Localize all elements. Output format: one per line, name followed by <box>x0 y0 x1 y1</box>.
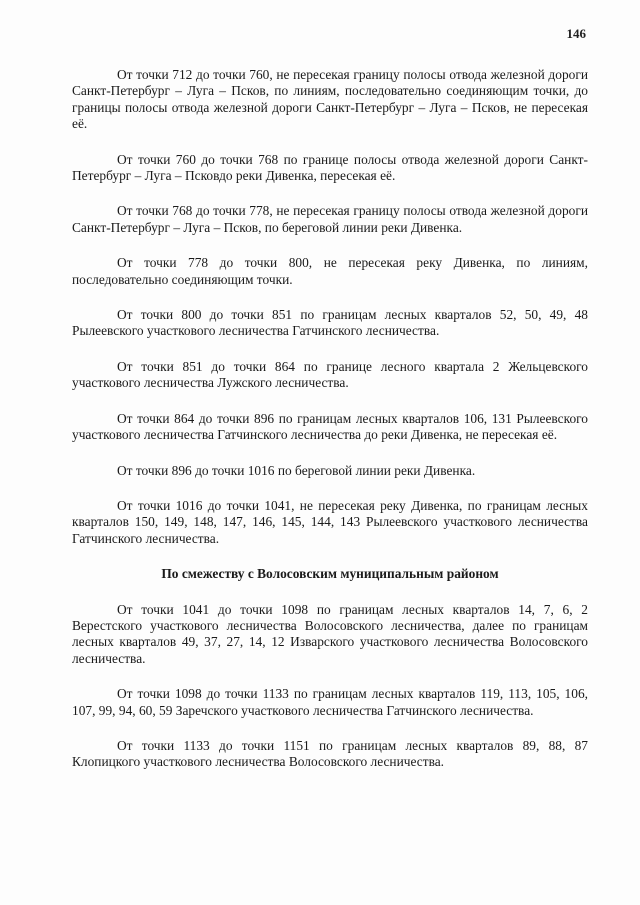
document-body <box>72 67 588 790</box>
page-number: 146 <box>566 26 586 41</box>
paragraph: От точки 1098 до точки 1133 по границам лесных кварталов 119, 113, 105, 106, 107, 99, 94, 60, 59 Заречского участкового лесничества Гатчинского лесничества. <box>72 686 588 718</box>
paragraph: От точки 760 до точки 768 по границе полосы отвода железной дороги Санкт-Петербург – Луга – Псковдо реки Дивенка, пересекая её. <box>72 151 588 184</box>
paragraph: От точки 1133 до точки 1151 по границам лесных кварталов 89, 88, 87 Клопицкого участкового лесничества Волосовского лесничества. <box>72 737 588 770</box>
paragraph: От точки 712 до точки 760, не пересекая границу полосы отвода железной дороги Санкт-Петербург – Луга – Псков, по линиям, последовательно соединяющим точки, до границы полосы отвода железной дороги Санкт-Петербург – Луга – Псков, не пересекая её. <box>72 67 588 132</box>
paragraph: От точки 1016 до точки 1041, не пересекая реку Дивенка, по границам лесных кварталов 150, 149, 148, 147, 146, 145, 144, 143 Рылеевского участкового лесничества Гатчинского лесничества. <box>72 497 588 546</box>
paragraph: От точки 768 до точки 778, не пересекая границу полосы отвода железной дороги Санкт-Петербург – Луга – Псков, по береговой линии реки Дивенка. <box>72 203 588 235</box>
paragraph: От точки 864 до точки 896 по границам лесных кварталов 106, 131 Рылеевского участкового лесничества Гатчинского лесничества до реки Дивенка, не пересекая её. <box>72 410 588 443</box>
paragraph: От точки 778 до точки 800, не пересекая реку Дивенка, по линиям, последовательно соединяющим точки. <box>72 255 588 287</box>
paragraph: От точки 1041 до точки 1098 по границам лесных кварталов 14, 7, 6, 2 Верестского участкового лесничества Волосовского лесничества, далее по границам лесных кварталов 49, 37, 27, 14, 12 Изварского участкового лесничества Волосовского лесничества. <box>72 601 588 666</box>
section-heading: По смежеству с Волосовским муниципальным районом <box>161 566 499 582</box>
paragraph: От точки 851 до точки 864 по границе лесного квартала 2 Жельцевского участкового лесничества Лужского лесничества. <box>72 358 588 391</box>
paragraph: От точки 800 до точки 851 по границам лесных кварталов 52, 50, 49, 48 Рылеевского участкового лесничества Гатчинского лесничества. <box>72 307 588 339</box>
paragraph: От точки 896 до точки 1016 по береговой линии реки Дивенка. <box>117 462 476 478</box>
